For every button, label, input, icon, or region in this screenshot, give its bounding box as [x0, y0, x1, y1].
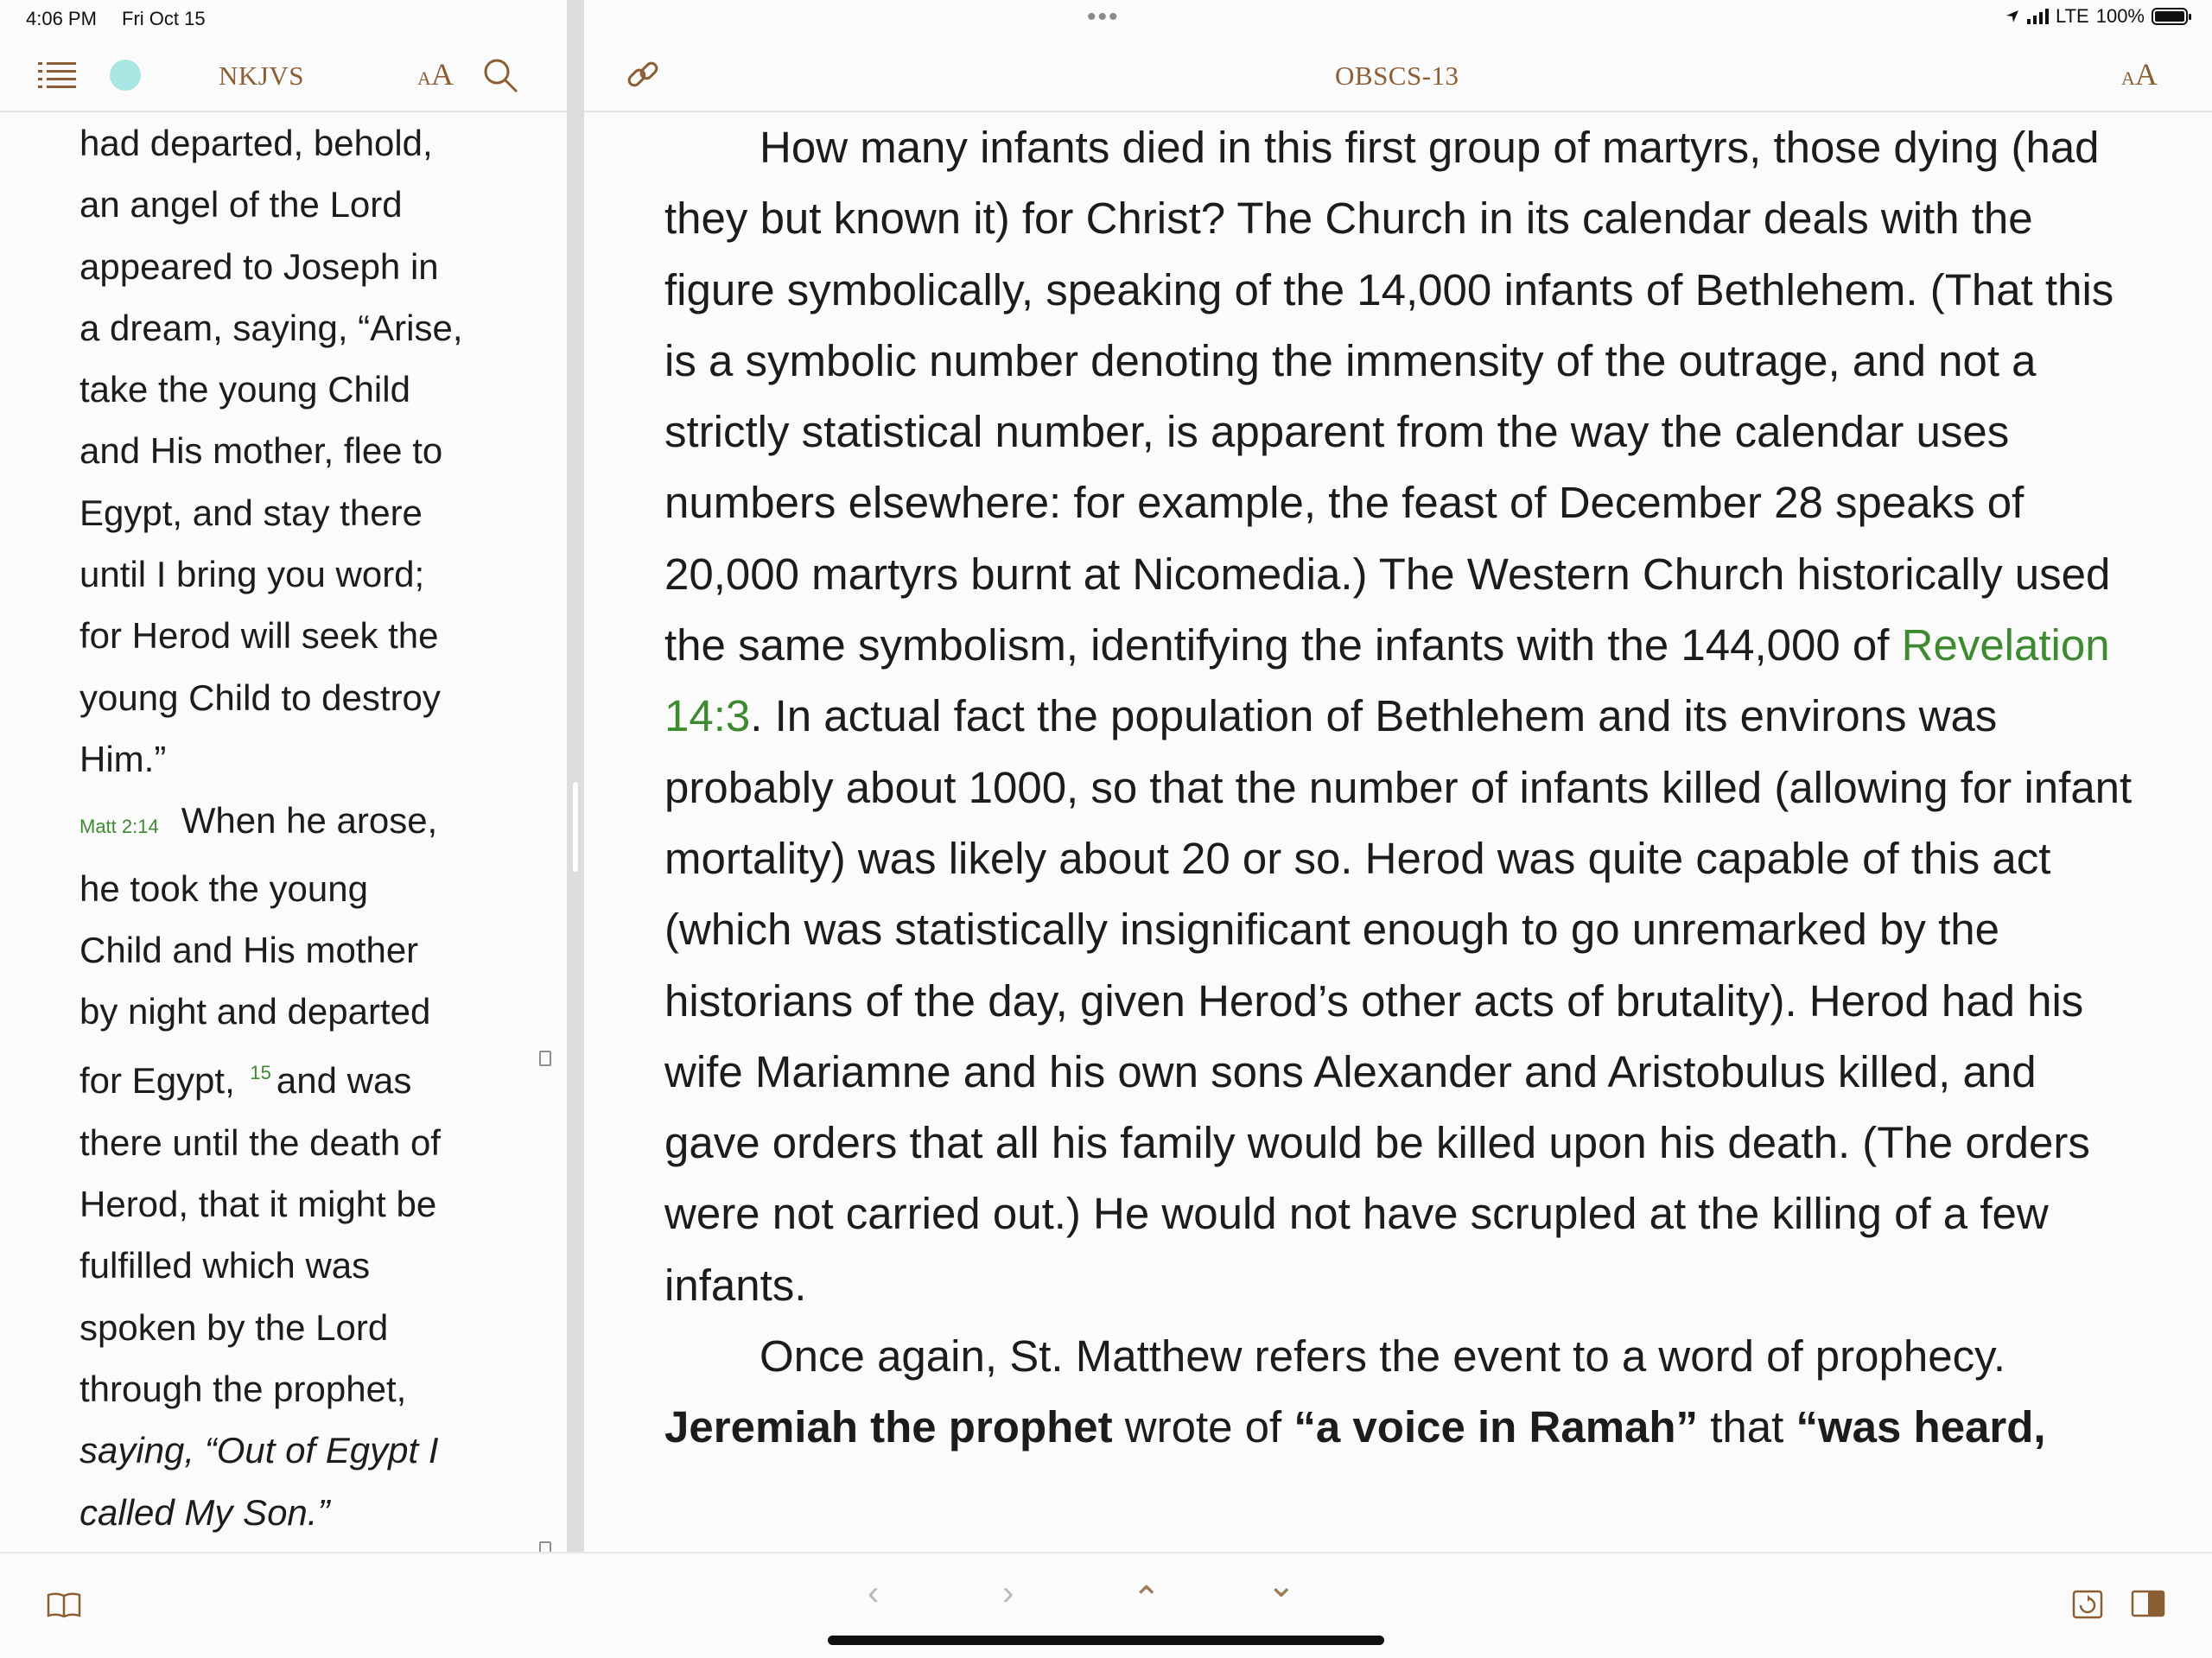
verse-line: for Egypt,	[79, 1060, 245, 1102]
network-label: LTE	[2056, 5, 2089, 27]
list-icon[interactable]	[38, 60, 78, 92]
sync-icon[interactable]	[2070, 1586, 2105, 1621]
bible-title[interactable]: NKJVS	[219, 60, 304, 91]
verse-line: had departed, behold,	[79, 123, 433, 163]
status-time: 4:06 PM	[26, 8, 97, 29]
verse-line: and was	[276, 1060, 412, 1102]
commentary-text	[664, 112, 2133, 1552]
verse-line: appeared to Joseph in	[79, 245, 439, 287]
signal-icon	[2027, 9, 2049, 24]
history-forward-button[interactable]: ›	[1002, 1574, 1014, 1612]
scripture-link[interactable]: Revelation 14:3	[664, 620, 2110, 741]
link-icon[interactable]	[626, 57, 660, 92]
verse-line: through the prophet,	[79, 1368, 407, 1409]
next-section-button[interactable]: ⌄	[1267, 1566, 1296, 1604]
history-back-button[interactable]: ‹	[868, 1574, 880, 1612]
verse-line: saying, “Out of Egypt I	[79, 1430, 439, 1471]
commentary-paragraph: Once again, St. Matthew refers the event to a word of prophecy. Jeremiah the prophet wrote of “a voice in Ramah” that “was heard,	[664, 1331, 2046, 1452]
verse-line: he took the young	[79, 867, 368, 909]
verse-line: spoken by the Lord	[79, 1306, 389, 1348]
verse-number[interactable]: 15	[250, 1062, 271, 1084]
verse-line: When he arose,	[181, 800, 438, 842]
verse-line: and His mother, flee to	[79, 430, 443, 472]
battery-percent: 100%	[2095, 5, 2145, 27]
status-right	[2005, 5, 2188, 28]
verse-line: Him.”	[79, 738, 167, 779]
verse-line: by night and departed	[79, 991, 431, 1032]
battery-icon	[2152, 8, 2188, 25]
bible-pane-header	[0, 38, 567, 112]
status-date: Fri Oct 15	[122, 8, 206, 29]
bible-text	[79, 112, 529, 1552]
book-icon[interactable]	[47, 1591, 81, 1619]
panel-toggle-icon[interactable]	[2131, 1590, 2165, 1617]
verse-line: an angel of the Lord	[79, 184, 403, 226]
verse-13-text	[79, 112, 529, 790]
verse-line: take the young Child	[79, 369, 410, 410]
home-indicator[interactable]	[828, 1636, 1384, 1645]
text-size-button[interactable]: AA	[2121, 57, 2158, 92]
commentary-paragraph: How many infants died in this first group of martyrs, those dying (had they but known it) for Christ? The Church in its calendar deals with the figure symbolically, speaking of the 14,000 infants of Bethlehem. (That this is a symbolic number denoting the immensity of the outrage, and not a strictly statistical number, is apparent from the way the calendar uses numbers elsewhere: for example, the feast of December 28 speaks of 20,000 martyrs burnt at Nicomedia.) The Western Church historically used the same symbolism, identifying the infants with the 144,000 of Revelation 14:3. In actual fact the population of Bethlehem and its environs was probably about 1000, so that the number of infants killed (allowing for infant mortality) was likely about 20 or so. Herod was quite capable of this act (which was statistically insignificant enough to go unremarked by the historians of the day, given Herod’s other acts of brutality). Herod had his wife Mariamne and his own sons Alexander and Aristobulus killed, and gave orders that all his family would be killed upon his death. (The orders were not carried out.) He would not have scrupled at the killing of a few infants.	[664, 123, 2133, 1310]
commentary-pane-header	[584, 38, 2212, 112]
verse-line: there until the death of	[79, 1121, 441, 1163]
verse-line: called My Son.”	[79, 1491, 330, 1533]
verse-14-text	[79, 790, 529, 1543]
status-bar	[0, 0, 2212, 38]
verse-line: young Child to destroy	[79, 677, 441, 718]
verse-line: Egypt, and stay there	[79, 492, 423, 533]
note-marker-icon[interactable]	[539, 1541, 551, 1552]
verse-line: fulfilled which was	[79, 1245, 371, 1286]
verse-line: Herod, that it might be	[79, 1184, 437, 1225]
verse-reference[interactable]: Matt 2:14	[79, 816, 159, 838]
multitask-dots[interactable]: •••	[1087, 3, 1120, 31]
verse-line: for Herod will seek the	[79, 615, 439, 657]
search-icon[interactable]	[482, 57, 520, 95]
verse-line: a dream, saying, “Arise,	[79, 307, 463, 348]
location-arrow-icon	[2005, 9, 2020, 24]
bible-pane	[0, 38, 567, 1552]
note-marker-icon[interactable]	[539, 1051, 551, 1066]
commentary-pane	[584, 38, 2212, 1552]
previous-section-button[interactable]: ⌃	[1132, 1580, 1161, 1618]
split-drag-handle[interactable]	[573, 782, 578, 872]
reading-color-dot[interactable]	[110, 60, 141, 91]
split-divider[interactable]	[567, 0, 584, 1552]
text-size-button[interactable]: AA	[417, 57, 454, 92]
verse-line: Child and His mother	[79, 929, 419, 970]
verse-line: until I bring you word;	[79, 554, 425, 595]
commentary-title[interactable]: OBSCS-13	[1335, 60, 1459, 91]
